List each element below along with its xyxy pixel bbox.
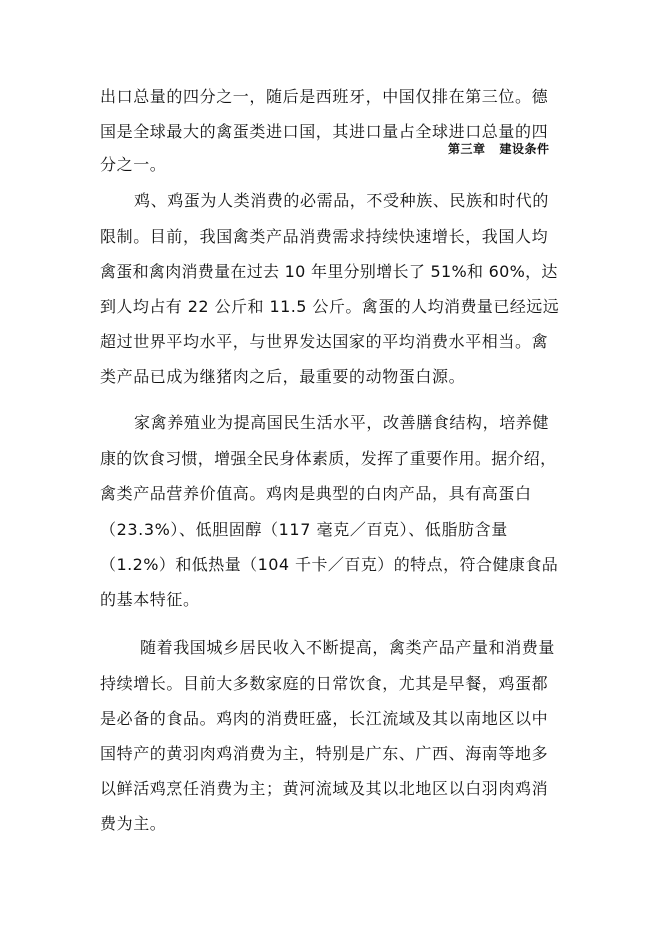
- paragraph-3-line-1: 家禽养殖业为提高国民生活水平，改善膳食结构，培养健: [134, 413, 550, 432]
- paragraph-3-line-5: （1.2%）和低热量（104 千卡／百克）的特点，符合健康食品: [100, 555, 559, 574]
- paragraph-4-line-2: 持续增长。目前大多数家庭的日常饮食，尤其是早餐，鸡蛋都: [100, 674, 549, 693]
- paragraph-1-line-3: 分之一。: [100, 155, 167, 174]
- paragraph-3-line-6: 的基本特征。: [100, 590, 200, 609]
- paragraph-4-line-6: 费为主。: [100, 814, 167, 833]
- paragraph-1-line-1: 出口总量的四分之一，随后是西班牙，中国仅排在第三位。德: [100, 87, 549, 106]
- paragraph-4-line-5: 以鲜活鸡烹任消费为主；黄河流域及其以北地区以白羽肉鸡消: [100, 779, 549, 798]
- paragraph-3-line-2: 康的饮食习惯，增强全民身体素质，发挥了重要作用。据介绍，: [100, 449, 557, 468]
- chapter-title: 建设条件: [499, 142, 550, 156]
- paragraph-2-line-4: 到人均占有 22 公斤和 11.5 公斤。禽蛋的人均消费量已经远远: [100, 297, 560, 316]
- paragraph-1-line-2: 国是全球最大的禽蛋类进口国，其进口量占全球进口总量的四: [100, 122, 549, 141]
- paragraph-2-line-1: 鸡、鸡蛋为人类消费的必需品，不受种族、民族和时代的: [134, 191, 550, 210]
- paragraph-2-line-2: 限制。目前，我国禽类产品消费需求持续快速增长，我国人均: [100, 227, 549, 246]
- chapter-number: 第三章: [448, 142, 486, 156]
- paragraph-3-line-3: 禽类产品营养价值高。鸡肉是典型的白肉产品，具有高蛋白: [100, 484, 532, 503]
- paragraph-3-line-4: （23.3%）、低胆固醇（117 毫克／百克）、低脂肪含量: [100, 520, 508, 539]
- paragraph-4-line-3: 是必备的食品。鸡肉的消费旺盛，长江流域及其以南地区以中: [100, 709, 549, 728]
- paragraph-4-line-4: 国特产的黄羽肉鸡消费为主，特别是广东、广西、海南等地多: [100, 744, 549, 763]
- paragraph-2-line-6: 类产品已成为继猪肉之后，最重要的动物蛋白源。: [100, 367, 466, 386]
- paragraph-4-line-1: 随着我国城乡居民收入不断提高，禽类产品产量和消费量: [140, 638, 556, 657]
- paragraph-2-line-3: 禽蛋和禽肉消费量在过去 10 年里分别增长了 51%和 60%，达: [100, 262, 558, 281]
- paragraph-2-line-5: 超过世界平均水平，与世界发达国家的平均消费水平相当。禽: [100, 332, 549, 351]
